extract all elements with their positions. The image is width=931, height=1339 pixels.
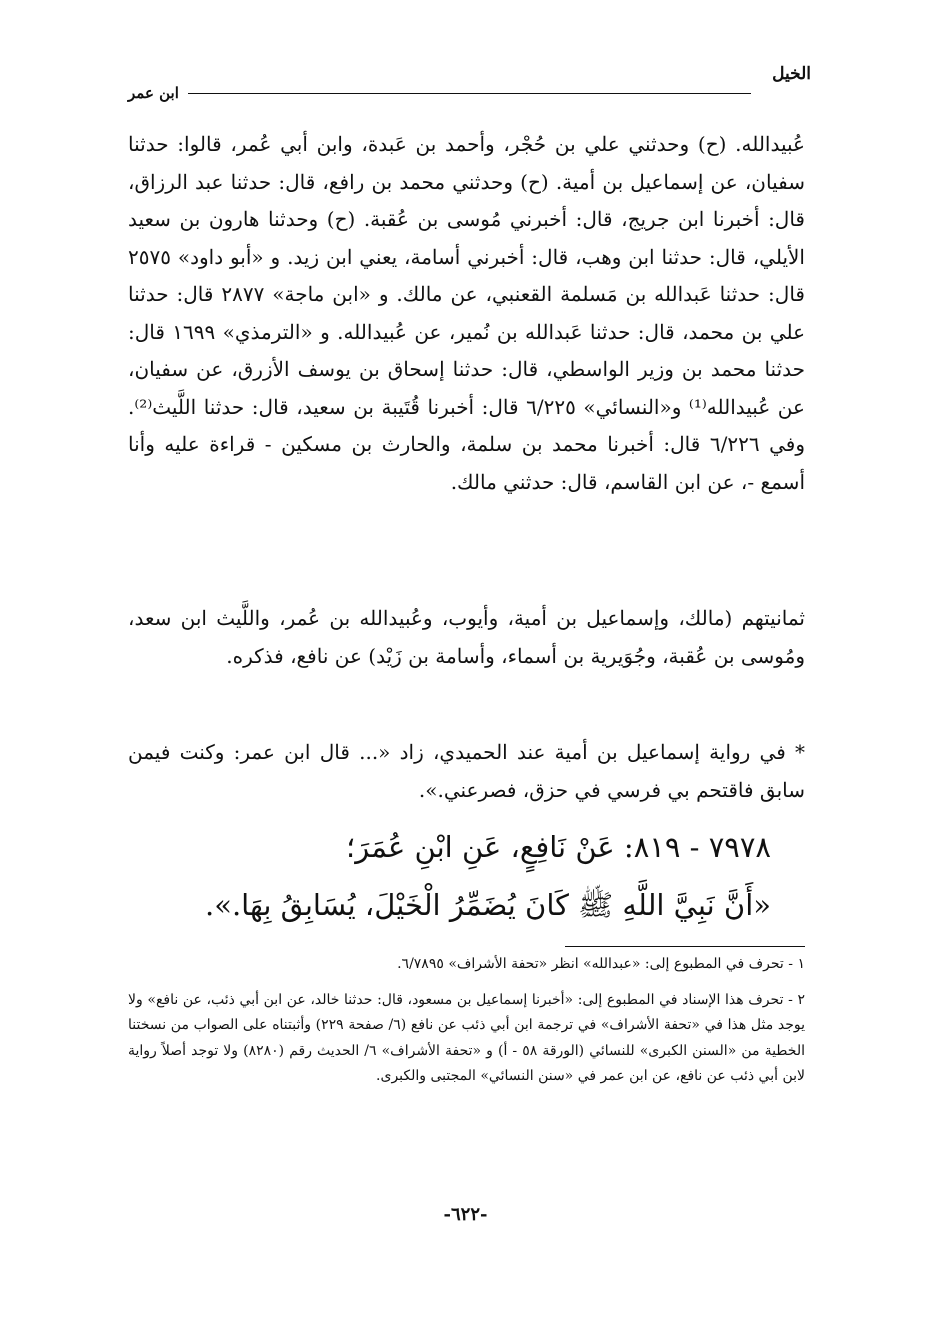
humaidi-note: * في رواية إسماعيل بن أمية عند الحميدي، زاد «... قال ابن عمر: وكنت فيمن سابق فاقتحم بي فرسي في حزق، فصرعني.». <box>128 740 805 802</box>
header-rule <box>188 93 751 94</box>
isnad-paragraph: عُبيدالله. (ح) وحدثني علي بن حُجْر، وأحمد بن عَبدة، وابن أبي عُمر، قالوا: حدثنا سفيان، عن إسماعيل بن أمية. (ح) وحدثني محمد بن رافع، قال: حدثنا عبد الرزاق، قال: أخبرنا ابن جريج، قال: أخبرني مُوسى بن عُقبة. (ح) وحدثنا هارون بن سعيد الأيلي، قال: حدثنا ابن وهب، قال: أخبرني أسامة، يعني ابن زيد. و «أبو داود» ٢٥٧٥ قال: حدثنا عَبدالله بن مَسلمة القعنبي، عن مالك. و «ابن ماجة» ٢٨٧٧ قال: حدثنا علي بن محمد، قال: حدثنا عَبدالله بن نُمير، عن عُبيدالله. و «الترمذي» ١٦٩٩ قال: حدثنا محمد بن وزير الواسطي، قال: حدثنا إسحاق بن يوسف الأزرق، عن سفيان، عن عُبيدالله⁽¹⁾ و«النسائي» ٦/٢٢٥ قال: أخبرنا قُتَيبة بن سعيد، قال: حدثنا اللَّيث⁽²⁾. وفي ٦/٢٢٦ قال: أخبرنا محمد بن سلمة، والحارث بن مسكين - قراءة عليه وأنا أسمع -، عن ابن القاسم، قال: حدثني مالك. <box>128 132 806 494</box>
footnote-rule <box>565 946 805 947</box>
hadith-number-and-chain: ٧٩٧٨ - ٨١٩: عَنْ نَافِعٍ، عَنِ ابْنِ عُمَرَ؛ <box>346 830 771 864</box>
footnotes <box>128 952 805 1100</box>
page-number: -٦٢٢- <box>443 1204 488 1225</box>
hadith-text <box>128 818 771 934</box>
footnote-2: ٢ - تحرف هذا الإسناد في المطبوع إلى: «أخبرنا إسماعيل بن مسعود، قال: حدثنا خالد، عن ابن أبي ذئب، عن نافع» ولا يوجد مثل هذا في «تحفة الأشراف» في ترجمة ابن أبي ذئب عن نافع (٦/ صفحة ٢٢٩) وأثبتناه على الصواب من نسختنا الخطية من «السنن الكبرى» للنسائي (الورقة ٥٨ - أ) و «تحفة الأشراف» ٦/ الحديث رقم (٨٢٨٠) ولا توجد أصلاً رواية لابن أبي ذئب عن نافع، عن ابن عمر في «سنن النسائي» المجتبى والكبرى. <box>128 991 805 1084</box>
section-title: ابن عمر <box>128 84 179 102</box>
running-header <box>128 62 811 102</box>
hadith-matn: «أَنَّ نَبِيَّ اللَّهِ ﷺ كَانَ يُضَمِّرُ الْخَيْلَ، يُسَابِقُ بِهَا.». <box>204 888 771 922</box>
summary-paragraph: ثمانيتهم (مالك، وإسماعيل بن أمية، وأيوب، وعُبيدالله بن عُمر، واللَّيث ابن سعد، ومُوسى بن عُقبة، وجُوَيرية بن أسماء، وأسامة بن زَيْد) عن نافع، فذكره. <box>128 606 805 668</box>
chapter-title: الخيل <box>772 64 811 84</box>
footnote-1: ١ - تحرف في المطبوع إلى: «عبدالله» انظر «تحفة الأشراف» ٦/٧٨٩٥. <box>397 956 805 972</box>
